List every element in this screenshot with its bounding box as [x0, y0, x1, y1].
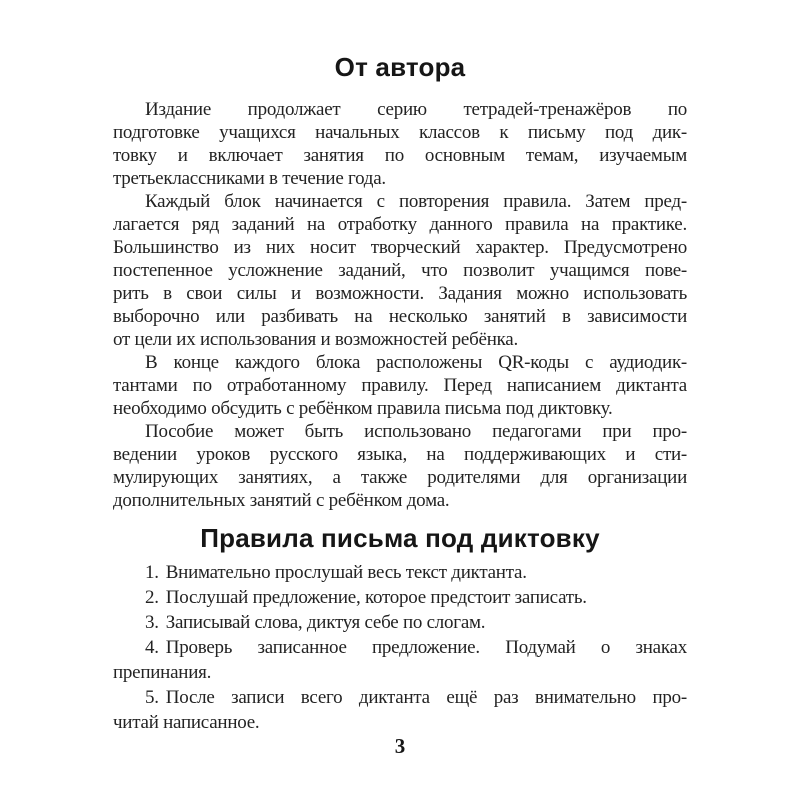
- paragraph-line: необходимо обсудить с ребёнком правила письма под диктовку.: [113, 398, 613, 419]
- rule-number: 2.: [145, 587, 159, 608]
- section-heading: Правила письма под диктовку: [200, 523, 600, 553]
- paragraph-line: лагается ряд заданий на отработку данного правила на практике.: [113, 214, 687, 235]
- paragraph-line: ведении уроков русского языка, на поддерживающих и сти-: [113, 444, 687, 465]
- rule-number: 3.: [145, 612, 159, 633]
- page-number: 3: [394, 734, 406, 758]
- paragraph-line: выборочно или разбивать на несколько занятий в зависимости: [113, 306, 687, 327]
- rule-number: 5.: [145, 687, 159, 708]
- rule-item-continuation: читай написанное.: [113, 712, 260, 733]
- rule-item: 3. Записывай слова, диктуя себе по слогам.: [145, 612, 486, 633]
- rule-number: 4.: [145, 637, 159, 658]
- paragraph-line: мулирующих занятиях, а также родителями для организации: [113, 467, 687, 488]
- paragraph-line: тантами по отработанному правилу. Перед написанием диктанта: [113, 375, 687, 396]
- paragraph-line: В конце каждого блока расположены QR-коды с аудиодик-: [145, 352, 687, 373]
- rule-item-continuation: препинания.: [113, 662, 212, 683]
- rule-item: 1. Внимательно прослушай весь текст диктанта.: [145, 562, 527, 583]
- paragraph-line: Издание продолжает серию тетрадей-тренажёров по: [145, 99, 687, 120]
- intro-paragraphs: [113, 98, 687, 512]
- paragraph-line: рить в свои силы и возможности. Задания можно использовать: [113, 283, 687, 304]
- rule-item: 4. Проверь записанное предложение. Подумай о знаках: [145, 637, 687, 658]
- page-title: От автора: [334, 52, 466, 82]
- paragraph-line: постепенное усложнение заданий, что позволит учащимся пове-: [113, 260, 687, 281]
- paragraph-line: дополнительных занятий с ребёнком дома.: [113, 490, 450, 511]
- paragraph-line: третьеклассниками в течение года.: [113, 168, 386, 189]
- rule-number: 1.: [145, 562, 159, 583]
- paragraph-line: от цели их использования и возможностей ребёнка.: [113, 329, 518, 350]
- rule-item: 5. После записи всего диктанта ещё раз внимательно про-: [145, 687, 687, 708]
- rules-list: [113, 560, 687, 735]
- paragraph-line: Пособие может быть использовано педагогами при про-: [145, 421, 687, 442]
- paragraph-line: Каждый блок начинается с повторения правила. Затем пред-: [145, 191, 687, 212]
- paragraph-line: товку и включает занятия по основным темам, изучаемым: [113, 145, 687, 166]
- paragraph-line: Большинство из них носит творческий характер. Предусмотрено: [113, 237, 687, 258]
- paragraph-line: подготовке учащихся начальных классов к письму под дик-: [113, 122, 687, 143]
- rule-item: 2. Послушай предложение, которое предстоит записать.: [145, 587, 587, 608]
